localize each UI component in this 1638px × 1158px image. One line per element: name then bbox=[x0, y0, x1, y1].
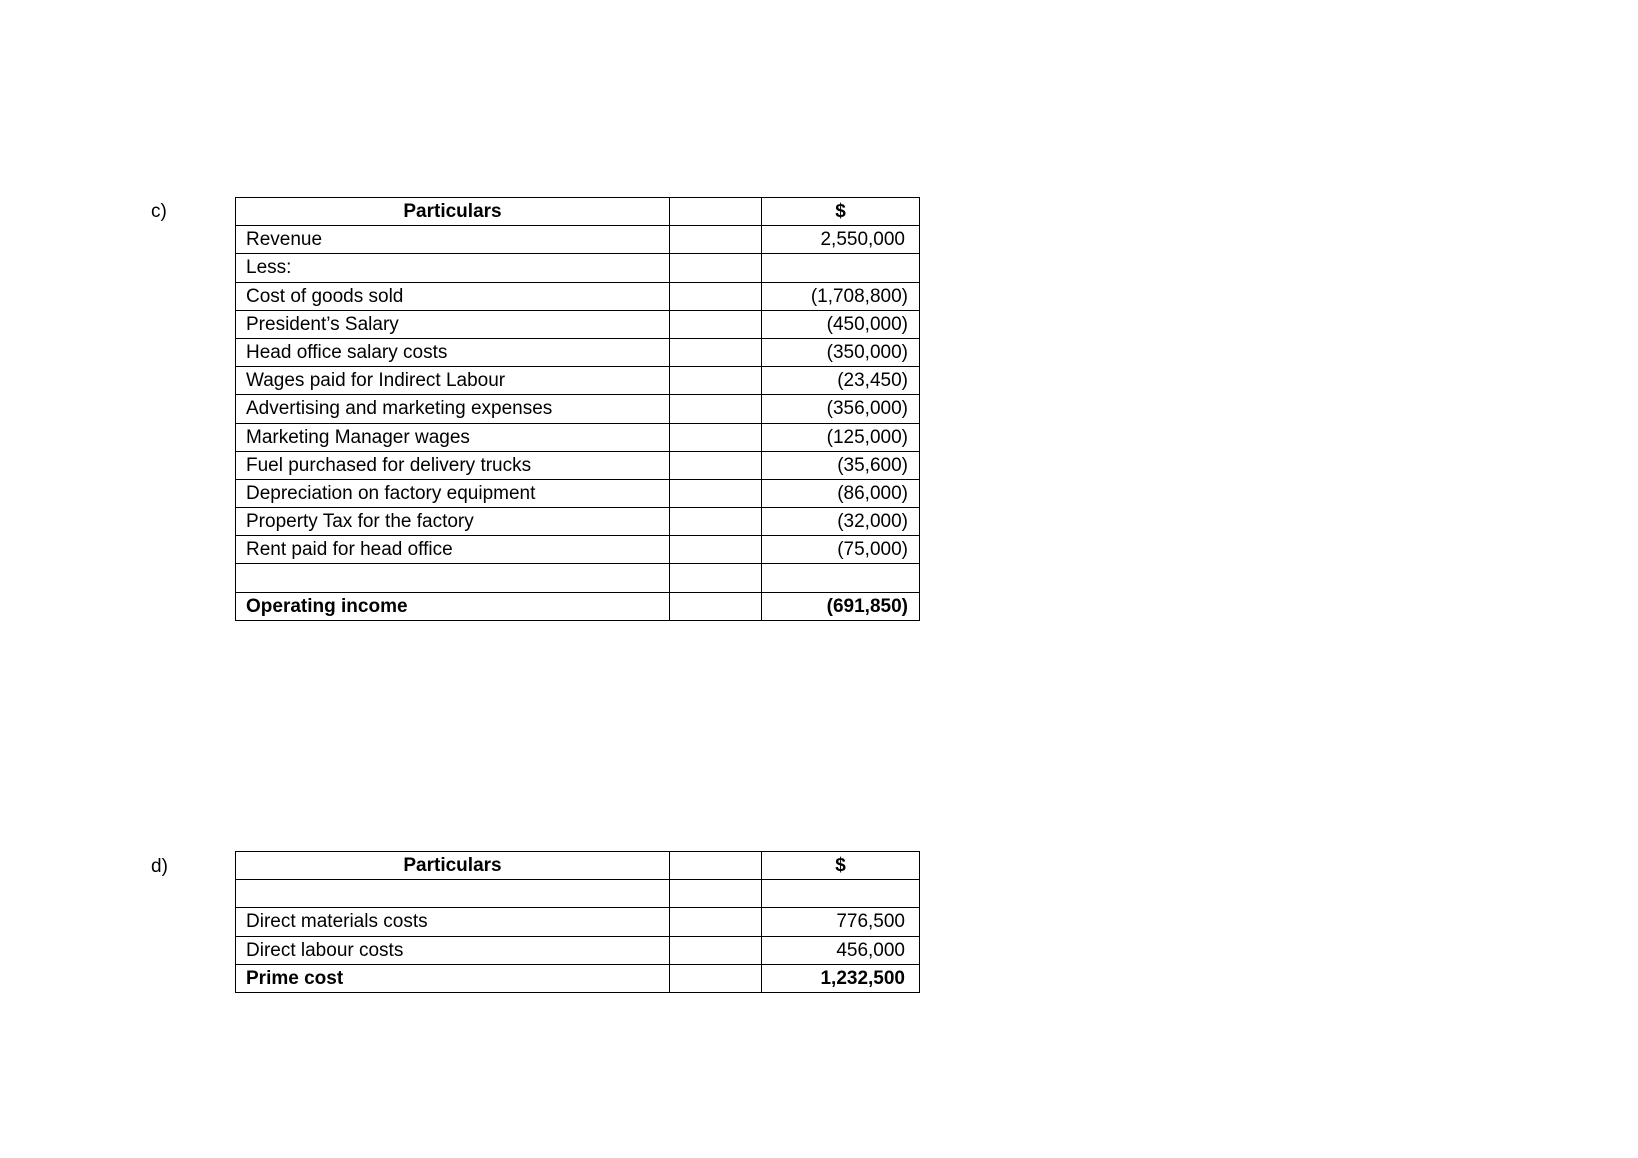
row-amount: (356,000) bbox=[762, 395, 920, 423]
table-header-row bbox=[236, 198, 920, 226]
row-label: Direct materials costs bbox=[236, 908, 670, 936]
amount-header: $ bbox=[762, 852, 920, 880]
row-amount: (450,000) bbox=[762, 310, 920, 338]
row-amount: 456,000 bbox=[762, 936, 920, 964]
row-amount: (350,000) bbox=[762, 338, 920, 366]
table-row bbox=[236, 367, 920, 395]
table-row bbox=[236, 479, 920, 507]
row-amount: (86,000) bbox=[762, 479, 920, 507]
row-amount: (35,600) bbox=[762, 451, 920, 479]
row-label bbox=[236, 564, 670, 592]
amount-header: $ bbox=[762, 198, 920, 226]
table-row bbox=[236, 880, 920, 908]
particulars-header: Particulars bbox=[236, 852, 670, 880]
prime-cost-label: Prime cost bbox=[236, 964, 670, 992]
operating-income-label: Operating income bbox=[236, 592, 670, 620]
table-row bbox=[236, 451, 920, 479]
row-label: Wages paid for Indirect Labour bbox=[236, 367, 670, 395]
row-amount bbox=[762, 880, 920, 908]
prime-cost-value: 1,232,500 bbox=[762, 964, 920, 992]
row-amount: (75,000) bbox=[762, 536, 920, 564]
table-row bbox=[236, 536, 920, 564]
row-label: Property Tax for the factory bbox=[236, 508, 670, 536]
table-row bbox=[236, 936, 920, 964]
empty-cell bbox=[670, 226, 762, 254]
empty-cell bbox=[670, 508, 762, 536]
table-row bbox=[236, 423, 920, 451]
row-amount: (125,000) bbox=[762, 423, 920, 451]
empty-cell bbox=[670, 338, 762, 366]
empty-cell bbox=[670, 564, 762, 592]
total-row bbox=[236, 592, 920, 620]
prime-cost-table bbox=[235, 851, 920, 993]
row-label: Less: bbox=[236, 254, 670, 282]
empty-cell bbox=[670, 908, 762, 936]
table-row bbox=[236, 254, 920, 282]
particulars-header: Particulars bbox=[236, 198, 670, 226]
operating-income-table bbox=[235, 197, 920, 621]
row-label: Advertising and marketing expenses bbox=[236, 395, 670, 423]
empty-cell bbox=[670, 254, 762, 282]
table-row bbox=[236, 508, 920, 536]
row-amount: (23,450) bbox=[762, 367, 920, 395]
empty-cell bbox=[670, 479, 762, 507]
row-amount: (1,708,800) bbox=[762, 282, 920, 310]
empty-cell bbox=[670, 536, 762, 564]
row-label bbox=[236, 880, 670, 908]
row-amount: 776,500 bbox=[762, 908, 920, 936]
table-header-row bbox=[236, 852, 920, 880]
row-label: Head office salary costs bbox=[236, 338, 670, 366]
table-row bbox=[236, 338, 920, 366]
section-label-d: d) bbox=[151, 856, 168, 877]
empty-cell bbox=[670, 964, 762, 992]
row-amount: (32,000) bbox=[762, 508, 920, 536]
row-label: Rent paid for head office bbox=[236, 536, 670, 564]
row-label: President’s Salary bbox=[236, 310, 670, 338]
table-row bbox=[236, 564, 920, 592]
row-label: Direct labour costs bbox=[236, 936, 670, 964]
table-row bbox=[236, 395, 920, 423]
row-amount: 2,550,000 bbox=[762, 226, 920, 254]
row-label: Fuel purchased for delivery trucks bbox=[236, 451, 670, 479]
row-label: Marketing Manager wages bbox=[236, 423, 670, 451]
empty-cell bbox=[670, 880, 762, 908]
table-row bbox=[236, 226, 920, 254]
row-amount bbox=[762, 254, 920, 282]
table-row bbox=[236, 908, 920, 936]
empty-cell bbox=[670, 198, 762, 226]
empty-cell bbox=[670, 367, 762, 395]
empty-cell bbox=[670, 310, 762, 338]
empty-cell bbox=[670, 852, 762, 880]
row-label: Revenue bbox=[236, 226, 670, 254]
empty-cell bbox=[670, 592, 762, 620]
empty-cell bbox=[670, 936, 762, 964]
table-row bbox=[236, 310, 920, 338]
empty-cell bbox=[670, 282, 762, 310]
total-row bbox=[236, 964, 920, 992]
row-label: Cost of goods sold bbox=[236, 282, 670, 310]
empty-cell bbox=[670, 451, 762, 479]
section-label-c: c) bbox=[151, 201, 167, 222]
row-label: Depreciation on factory equipment bbox=[236, 479, 670, 507]
empty-cell bbox=[670, 423, 762, 451]
table-row bbox=[236, 282, 920, 310]
row-amount bbox=[762, 564, 920, 592]
empty-cell bbox=[670, 395, 762, 423]
operating-income-value: (691,850) bbox=[762, 592, 920, 620]
